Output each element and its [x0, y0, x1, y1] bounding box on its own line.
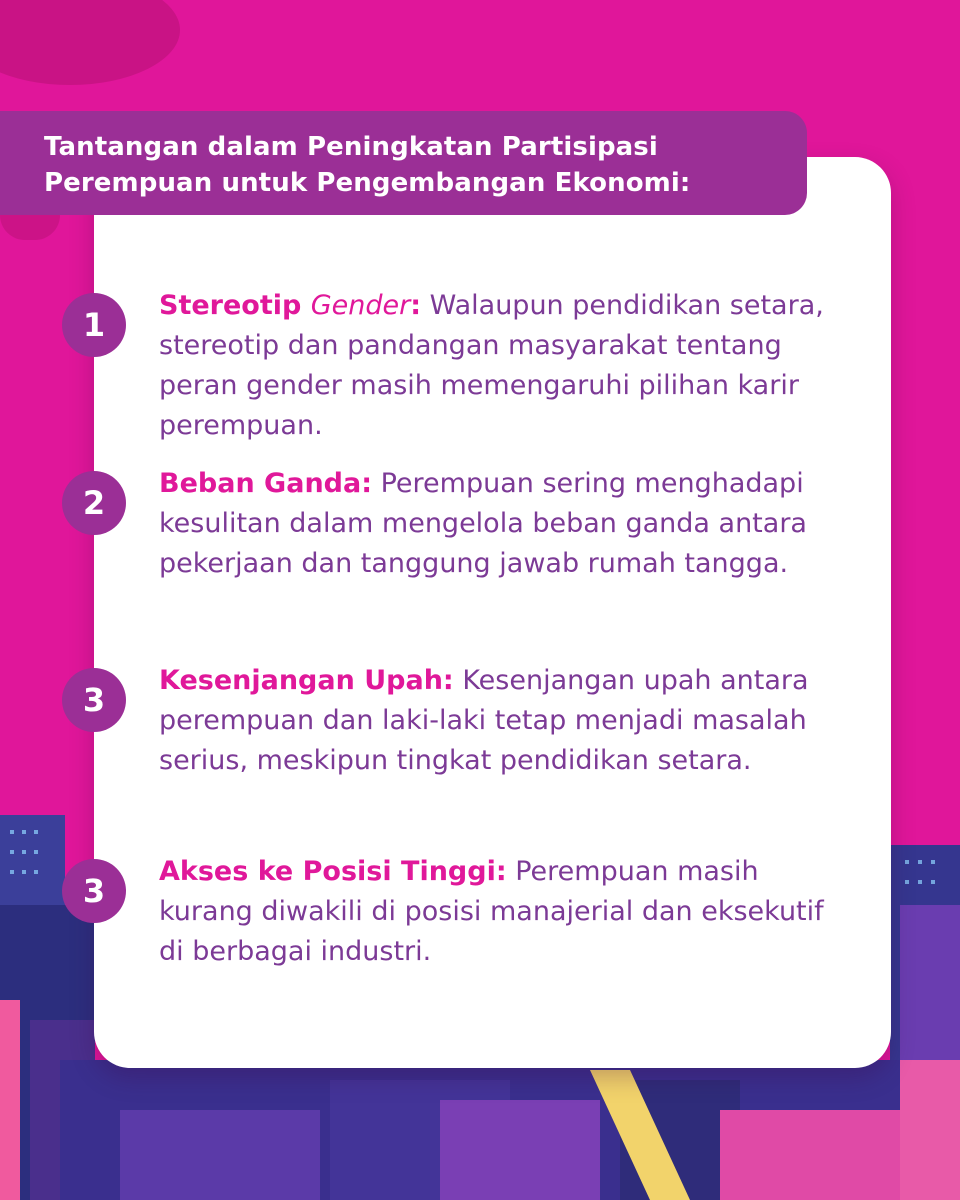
item-text — [159, 464, 839, 584]
item-text — [159, 661, 839, 781]
title-line-1: Tantangan dalam Peningkatan Partisipasi — [44, 132, 658, 162]
item-number-badge: 2 — [62, 471, 126, 535]
item-text — [159, 852, 839, 972]
title-banner — [0, 111, 807, 215]
item-body: Walaupun pendidikan setara, stereotip dan pandangan masyarakat tentang peran gender masih memengaruhi pilihan karir perempuan. — [159, 290, 824, 441]
item-heading: Akses ke Posisi Tinggi: — [159, 856, 507, 887]
item-heading: Beban Ganda: — [159, 468, 373, 499]
item-number-badge: 3 — [62, 668, 126, 732]
item-body: Perempuan masih kurang diwakili di posisi manajerial dan eksekutif di berbagai industri. — [159, 856, 824, 967]
item-number-badge: 1 — [62, 293, 126, 357]
item-heading: Stereotip Gender: — [159, 290, 422, 321]
item-body: Kesenjangan upah antara perempuan dan laki-laki tetap menjadi masalah serius, meskipun tingkat pendidikan setara. — [159, 665, 809, 776]
item-number-badge: 3 — [62, 859, 126, 923]
item-text — [159, 286, 839, 446]
item-body: Perempuan sering menghadapi kesulitan dalam mengelola beban ganda antara pekerjaan dan tanggung jawab rumah tangga. — [159, 468, 807, 579]
item-heading: Kesenjangan Upah: — [159, 665, 454, 696]
title-line-2: Perempuan untuk Pengembangan Ekonomi: — [44, 168, 691, 198]
